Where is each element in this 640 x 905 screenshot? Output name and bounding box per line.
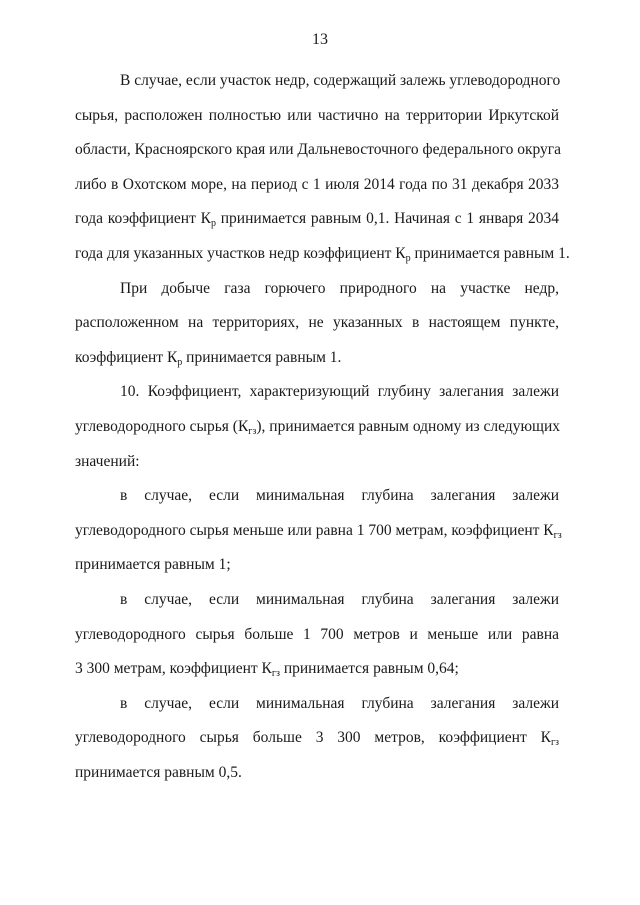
text-line: значений: [75,452,140,470]
text-line: расположенном на территориях, не указанных в настоящем пункте, [75,314,559,332]
text-line: области, Красноярского края или Дальневосточного федерального округа [75,141,562,159]
text-line: коэффициент $К_р$ принимается равным 1. [75,348,342,368]
text-line: сырья, расположен полностью или частично на территории Иркутской [75,106,559,124]
text-line: 10. Коэффициент, характеризующий глубину залегания залежи [120,383,559,401]
text-line: углеводородного сырья больше 1 700 метров и меньше или равна [75,625,559,643]
text-line: углеводородного сырья $(К_{гз})$, принимается равным одному из следующих [75,417,561,437]
text-line: в случае, если минимальная глубина залегания залежи [120,487,559,505]
text-line: года коэффициент $К_р$ принимается равным 0,1. Начиная с 1 января 2034 [75,210,559,230]
text-line: В случае, если участок недр, содержащий залежь углеводородного [120,72,561,89]
text-line: в случае, если минимальная глубина залегания залежи [120,590,559,608]
text-line: углеводородного сырья меньше или равна 1 700 метрам, коэффициент $К_{гз}$ [75,521,562,541]
page-number: 13 [312,31,328,48]
text-line: 3 300 метрам, коэффициент $К_{гз}$ принимается равным 0,64; [75,660,459,680]
text-line: либо в Охотском море, на период с 1 июля 2014 года по 31 декабря 2033 [75,175,559,193]
document-body [75,70,570,796]
text-line: в случае, если минимальная глубина залегания залежи [120,694,559,712]
text-line: года для указанных участков недр коэффициент $К_р$ принимается равным 1. [75,244,570,264]
text-line: углеводородного сырья больше 3 300 метров, коэффициент $К_{гз}$ [75,729,559,749]
text-line: При добыче газа горючего природного на участке недр, [120,279,559,297]
text-line: принимается равным 1; [75,556,231,574]
text-line: принимается равным 0,5. [75,763,242,781]
